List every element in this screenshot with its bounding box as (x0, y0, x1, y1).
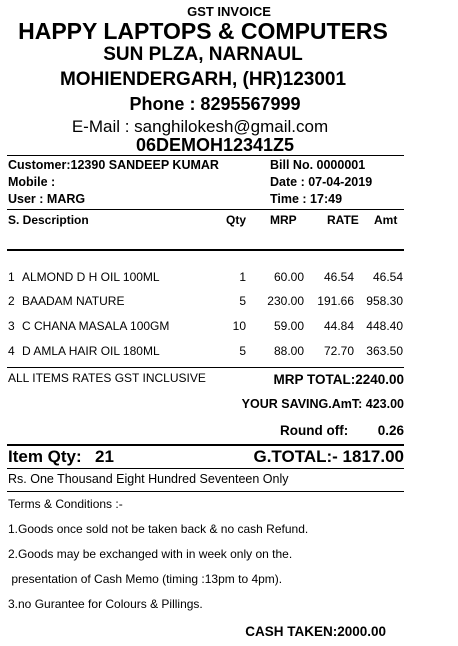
item-qty: 10 (232, 319, 246, 333)
item-mrp: 88.00 (273, 344, 304, 358)
col-description: S. Description (8, 213, 89, 227)
col-qty: Qty (226, 213, 247, 227)
item-rate: 191.66 (317, 294, 354, 308)
terms-line-4: 3.no Gurantee for Colours & Pillings. (8, 597, 203, 611)
shop-name: HAPPY LAPTOPS & COMPUTERS (18, 18, 388, 44)
terms-line-2: 2.Goods may be exchanged with in week only on the. (8, 547, 293, 561)
divider (7, 155, 404, 156)
col-rate: RATE (327, 213, 359, 227)
item-rate: 72.70 (323, 344, 354, 358)
item-qty: 1 (239, 270, 246, 284)
item-amount: 363.50 (366, 344, 403, 358)
item-mrp: 59.00 (273, 319, 304, 333)
item-description: C CHANA MASALA 100GM (22, 319, 170, 333)
item-mrp: 230.00 (267, 294, 304, 308)
amount-in-words: Rs. One Thousand Eight Hundred Seventeen Only (8, 472, 289, 486)
item-amount: 958.30 (366, 294, 403, 308)
item-sno: 2 (8, 294, 15, 308)
shop-address-line1: SUN PLZA, NARNAUL (103, 44, 303, 65)
terms-line-3: presentation of Cash Memo (timing :13pm to 4pm). (8, 572, 283, 586)
item-amount: 448.40 (366, 319, 403, 333)
item-description: BAADAM NATURE (22, 294, 125, 308)
item-amount: 46.54 (372, 270, 403, 284)
item-description: ALMOND D H OIL 100ML (22, 270, 160, 284)
col-mrp: MRP (270, 213, 297, 227)
terms-heading: Terms & Conditions :- (8, 497, 123, 511)
round-off-value: 0.26 (377, 423, 404, 438)
bill-time: Time : 17:49 (270, 192, 343, 206)
divider (7, 444, 404, 446)
item-sno: 1 (8, 270, 15, 284)
shop-address-line2: MOHIENDERGARH, (HR)123001 (59, 69, 347, 90)
gst-inclusive-note: ALL ITEMS RATES GST INCLUSIVE (8, 371, 206, 385)
table-row (0, 319, 458, 335)
item-sno: 4 (8, 344, 15, 358)
round-off-label: Round off: (280, 423, 349, 438)
table-row (0, 294, 458, 310)
customer-mobile: Mobile : (8, 175, 56, 189)
item-qty-value: 21 (95, 447, 114, 466)
table-row (0, 344, 458, 360)
shop-phone: Phone : 8295567999 (129, 94, 301, 114)
item-qty: 5 (239, 294, 246, 308)
table-row (0, 270, 458, 286)
divider (7, 367, 404, 368)
cash-taken: CASH TAKEN:2000.00 (245, 624, 386, 639)
grand-total: G.TOTAL:- 1817.00 (253, 447, 404, 466)
col-amt: Amt (374, 213, 398, 227)
bill-number: Bill No. 0000001 (270, 158, 366, 172)
user-name: User : MARG (8, 192, 86, 206)
divider (7, 249, 404, 251)
gstin: 06DEMOH12341Z5 (135, 135, 295, 155)
invoice-title: GST INVOICE (187, 4, 271, 19)
customer-name: Customer:12390 SANDEEP KUMAR (8, 158, 219, 172)
item-sno: 3 (8, 319, 15, 333)
divider (7, 468, 404, 469)
item-rate: 46.54 (323, 270, 354, 284)
item-qty: 5 (239, 344, 246, 358)
item-rate: 44.84 (323, 319, 354, 333)
item-qty-label: Item Qty: (8, 447, 82, 466)
item-description: D AMLA HAIR OIL 180ML (22, 344, 160, 358)
divider (7, 491, 404, 492)
your-saving: YOUR SAVING.AmT: 423.00 (241, 397, 404, 411)
mrp-total: MRP TOTAL:2240.00 (273, 372, 404, 387)
bill-date: Date : 07-04-2019 (270, 175, 373, 189)
item-mrp: 60.00 (273, 270, 304, 284)
shop-email: E-Mail : sanghilokesh@gmail.com (71, 117, 329, 136)
divider (7, 209, 404, 210)
terms-line-1: 1.Goods once sold not be taken back & no cash Refund. (8, 522, 309, 536)
